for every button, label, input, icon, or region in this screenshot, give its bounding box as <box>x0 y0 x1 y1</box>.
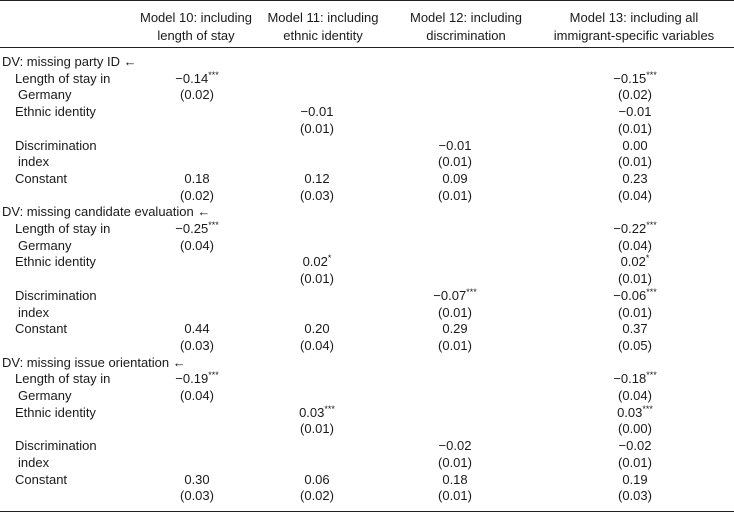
cell-value: (0.03) <box>180 488 214 504</box>
cell-model-11 <box>262 104 372 120</box>
row-label: Length of stay in <box>15 371 111 387</box>
cell-model-10 <box>142 238 252 254</box>
row-label: Germany <box>18 388 72 403</box>
cell-value: 0.06 <box>304 471 330 487</box>
significance-marker: * <box>645 253 650 264</box>
cell-value: 0.02 <box>620 254 646 270</box>
cell-value: (0.03) <box>618 488 652 504</box>
significance-marker: *** <box>646 370 657 381</box>
cell-model-10 <box>142 71 252 87</box>
cell-model-10 <box>142 171 252 187</box>
cell-value: 0.19 <box>622 471 648 487</box>
cell-model-12 <box>400 438 510 454</box>
cell-value: 0.37 <box>622 321 648 337</box>
cell-value: (0.02) <box>180 187 214 203</box>
cell-value: (0.04) <box>618 388 652 403</box>
cell-value: (0.01) <box>300 421 334 437</box>
cell-value: (0.01) <box>438 454 472 470</box>
cell-value: 0.03 <box>299 404 325 420</box>
cell-value: (0.01) <box>618 120 652 136</box>
cell-model-12 <box>400 305 510 321</box>
cell-model-11 <box>262 254 372 270</box>
cell-value: (0.01) <box>300 120 334 136</box>
cell-value: −0.01 <box>300 104 334 120</box>
cell-model-11 <box>262 421 372 437</box>
cell-value: (0.01) <box>618 454 652 470</box>
row-label: Constant <box>15 321 68 337</box>
cell-model-11 <box>262 321 372 337</box>
cell-model-12 <box>400 455 510 471</box>
column-header-model-12 <box>400 9 532 45</box>
cell-value: (0.04) <box>618 237 652 253</box>
cell-model-13 <box>580 87 690 103</box>
cell-value: −0.02 <box>618 438 652 454</box>
cell-model-12 <box>400 171 510 187</box>
cell-value: (0.04) <box>618 187 652 203</box>
cell-model-12 <box>400 188 510 204</box>
row-label: Discrimination <box>15 438 97 454</box>
table-row <box>0 338 734 354</box>
cell-model-13 <box>580 455 690 471</box>
cell-model-12 <box>400 138 510 154</box>
row-label: Ethnic identity <box>15 404 96 420</box>
row-label: Constant <box>15 170 68 186</box>
header-line: Model 11: including <box>267 10 379 25</box>
row-label: Length of stay in <box>15 70 111 86</box>
cell-value: (0.02) <box>618 87 652 103</box>
significance-marker: *** <box>324 403 335 414</box>
cell-value: 0.18 <box>442 471 468 487</box>
table-row <box>0 472 734 488</box>
cell-value: (0.01) <box>300 271 334 287</box>
cell-value: (0.01) <box>438 187 472 203</box>
cell-model-11 <box>262 188 372 204</box>
table-row <box>0 104 734 120</box>
cell-model-13 <box>580 371 690 387</box>
dv-label: DV: missing candidate evaluation ← <box>2 204 211 220</box>
column-header-model-10 <box>134 9 258 45</box>
cell-model-13 <box>580 405 690 421</box>
table-row <box>0 371 734 387</box>
table-row <box>0 238 734 254</box>
cell-value: (0.03) <box>180 337 214 353</box>
significance-marker: *** <box>646 286 657 297</box>
cell-model-13 <box>580 121 690 137</box>
significance-marker: *** <box>466 286 477 297</box>
cell-model-13 <box>580 305 690 321</box>
cell-value: (0.01) <box>618 154 652 170</box>
table-row <box>0 405 734 421</box>
cell-value: (0.01) <box>438 488 472 504</box>
cell-model-10 <box>142 338 252 354</box>
cell-model-11 <box>262 488 372 504</box>
header-line: Model 13: including all <box>569 10 699 25</box>
cell-value: (0.01) <box>618 304 652 320</box>
cell-model-13 <box>580 321 690 337</box>
cell-value: (0.01) <box>438 337 472 353</box>
cell-model-12 <box>400 472 510 488</box>
cell-model-11 <box>262 171 372 187</box>
cell-value: (0.02) <box>300 488 334 504</box>
significance-marker: *** <box>208 370 219 381</box>
dv-label: DV: missing issue orientation ← <box>2 354 186 370</box>
row-label: Length of stay in <box>15 221 111 236</box>
cell-value: −0.02 <box>438 438 472 454</box>
cell-model-13 <box>580 238 690 254</box>
cell-model-11 <box>262 121 372 137</box>
header-line: Model 12: including <box>409 10 523 25</box>
significance-marker: *** <box>646 69 657 80</box>
cell-value: 0.18 <box>184 170 210 186</box>
cell-model-13 <box>580 472 690 488</box>
cell-value: 0.09 <box>442 170 468 186</box>
cell-value: (0.04) <box>300 337 334 353</box>
cell-value: (0.05) <box>618 337 652 353</box>
row-label: Discrimination <box>15 287 97 303</box>
cell-model-13 <box>580 188 690 204</box>
cell-model-10 <box>142 388 252 404</box>
cell-value: −0.01 <box>618 104 652 120</box>
cell-value: −0.15 <box>613 70 647 86</box>
cell-model-11 <box>262 405 372 421</box>
dv-section-header <box>0 54 734 70</box>
table-top-rule <box>0 0 734 1</box>
row-label: Ethnic identity <box>15 254 96 270</box>
cell-model-13 <box>580 254 690 270</box>
cell-value: (0.01) <box>438 304 472 320</box>
table-row <box>0 488 734 504</box>
table-row <box>0 421 734 437</box>
cell-model-12 <box>400 154 510 170</box>
cell-value: −0.06 <box>613 287 647 303</box>
table-row <box>0 321 734 337</box>
cell-value: 0.03 <box>617 404 643 420</box>
dv-label: DV: missing party ID ← <box>2 54 137 69</box>
header-line: Model 10: including <box>139 10 253 25</box>
cell-value: (0.01) <box>438 154 472 170</box>
row-label: index <box>18 304 50 320</box>
cell-value: (0.02) <box>180 87 214 103</box>
cell-model-13 <box>580 171 690 187</box>
table-row <box>0 221 734 237</box>
cell-model-10 <box>142 472 252 488</box>
cell-model-10 <box>142 87 252 103</box>
cell-model-13 <box>580 288 690 304</box>
cell-model-10 <box>142 371 252 387</box>
cell-value: 0.30 <box>184 471 210 487</box>
significance-marker: *** <box>642 403 653 414</box>
table-row <box>0 288 734 304</box>
cell-model-13 <box>580 271 690 287</box>
cell-value: 0.44 <box>184 321 210 337</box>
column-header-model-11 <box>262 9 384 45</box>
cell-value: 0.02 <box>302 254 328 270</box>
cell-value: 0.20 <box>304 321 330 337</box>
table-row <box>0 71 734 87</box>
dv-section-header <box>0 204 734 220</box>
cell-value: −0.07 <box>433 287 467 303</box>
table-row <box>0 87 734 103</box>
cell-model-12 <box>400 488 510 504</box>
header-line: length of stay <box>157 28 235 43</box>
table-row <box>0 154 734 170</box>
row-label: Germany <box>18 237 72 253</box>
row-label: index <box>18 454 50 470</box>
cell-value: (0.00) <box>618 421 652 437</box>
column-header-model-13 <box>536 9 732 45</box>
cell-value: (0.01) <box>618 271 652 287</box>
cell-model-10 <box>142 221 252 237</box>
row-label: index <box>18 154 50 170</box>
cell-model-13 <box>580 221 690 237</box>
cell-value: −0.01 <box>438 137 472 153</box>
cell-value: −0.18 <box>613 371 647 387</box>
cell-model-13 <box>580 488 690 504</box>
cell-model-11 <box>262 338 372 354</box>
row-label: Constant <box>15 471 68 487</box>
cell-model-13 <box>580 104 690 120</box>
significance-marker: *** <box>208 220 219 230</box>
cell-value: 0.12 <box>304 170 330 186</box>
cell-model-13 <box>580 421 690 437</box>
cell-model-12 <box>400 321 510 337</box>
cell-model-13 <box>580 154 690 170</box>
table-row <box>0 171 734 187</box>
significance-marker: * <box>327 253 332 264</box>
cell-value: 0.29 <box>442 321 468 337</box>
header-line: ethnic identity <box>283 28 363 43</box>
significance-marker: *** <box>208 69 219 80</box>
row-label: Discrimination <box>15 137 97 153</box>
cell-value: −0.25 <box>175 221 209 236</box>
table-row <box>0 455 734 471</box>
cell-model-10 <box>142 488 252 504</box>
cell-model-13 <box>580 438 690 454</box>
cell-value: (0.03) <box>300 187 334 203</box>
header-rule <box>0 47 734 48</box>
table-bottom-rule <box>0 511 734 512</box>
dv-section-header <box>0 355 734 371</box>
cell-value: (0.04) <box>180 237 214 253</box>
cell-value: (0.04) <box>180 388 214 403</box>
cell-value: 0.00 <box>622 137 648 153</box>
cell-model-12 <box>400 288 510 304</box>
row-label: Ethnic identity <box>15 104 96 120</box>
significance-marker: *** <box>646 220 657 230</box>
cell-model-13 <box>580 388 690 404</box>
cell-model-11 <box>262 271 372 287</box>
table-row <box>0 254 734 270</box>
header-line: immigrant-specific variables <box>553 28 715 43</box>
cell-model-10 <box>142 321 252 337</box>
cell-model-13 <box>580 338 690 354</box>
cell-value: −0.14 <box>175 70 209 86</box>
table-row <box>0 388 734 404</box>
table-row <box>0 305 734 321</box>
table-row <box>0 438 734 454</box>
header-line: discrimination <box>426 28 506 43</box>
table-row <box>0 188 734 204</box>
cell-model-13 <box>580 138 690 154</box>
table-row <box>0 121 734 137</box>
cell-value: 0.23 <box>622 170 648 186</box>
cell-value: −0.19 <box>175 371 209 387</box>
table-row <box>0 138 734 154</box>
table-row <box>0 271 734 287</box>
row-label: Germany <box>18 87 72 103</box>
cell-model-13 <box>580 71 690 87</box>
cell-model-12 <box>400 338 510 354</box>
cell-model-11 <box>262 472 372 488</box>
cell-value: −0.22 <box>613 221 647 236</box>
cell-model-10 <box>142 188 252 204</box>
